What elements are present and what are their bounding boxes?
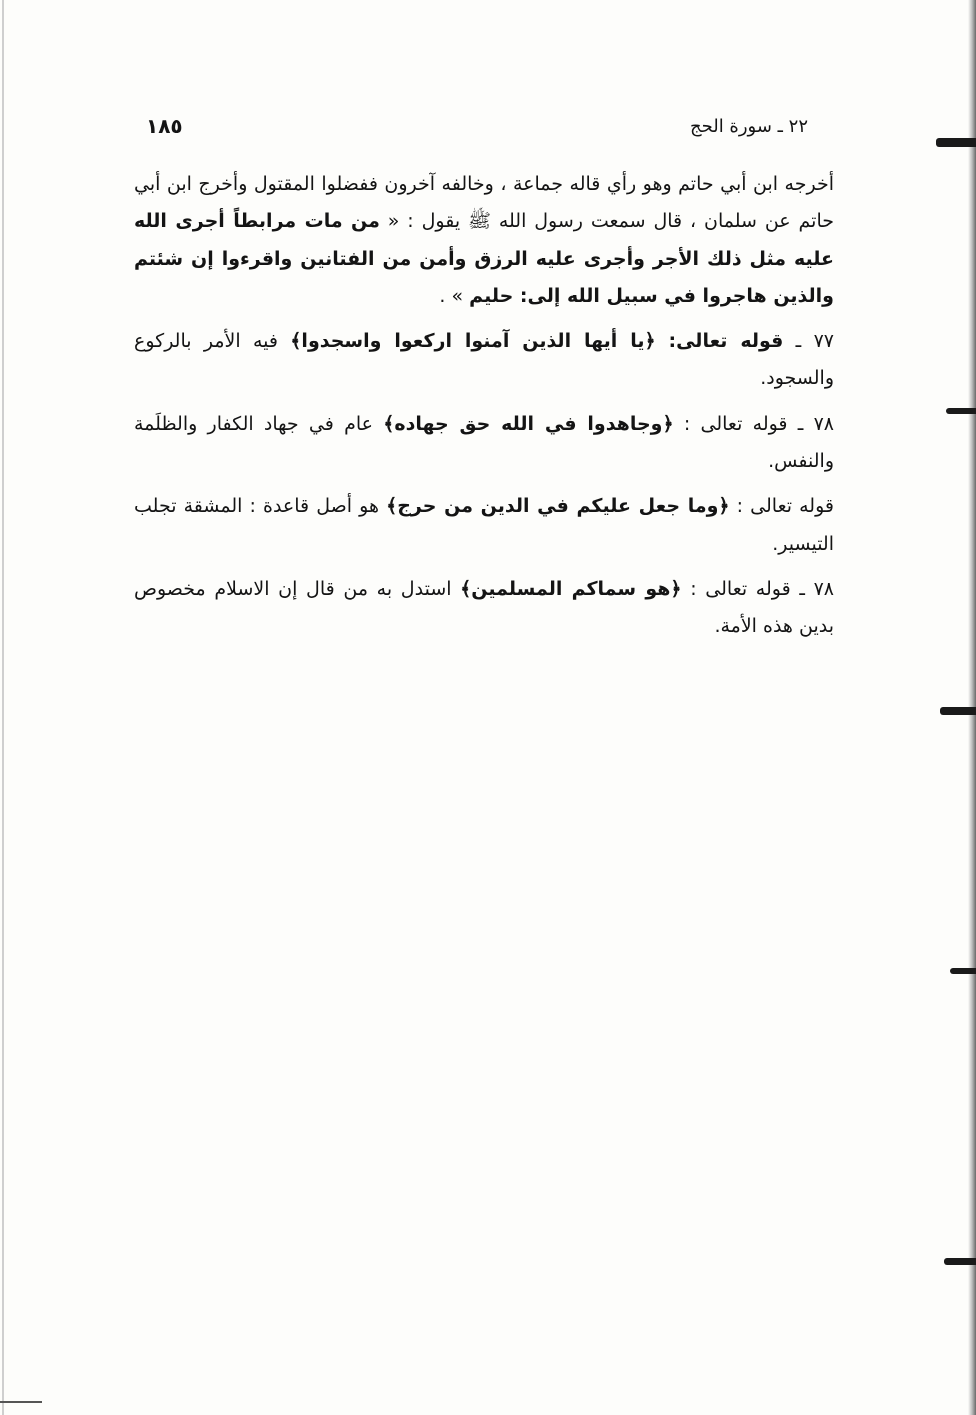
paragraph-verse-78 (134, 406, 834, 481)
text-segment: ٧٨ ـ قوله تعالى : (681, 577, 834, 600)
scan-edge-mark (936, 138, 976, 147)
scan-edge-mark (944, 1258, 976, 1265)
verse-quote: قوله تعالى: ﴿يا أيها الذين آمنوا اركعوا واسجدوا﴾ (290, 330, 784, 353)
page-body (134, 166, 834, 654)
text-segment: هو أصل قاعدة : المشقة تجلب التيسير. (134, 495, 834, 555)
scan-edge-mark (946, 408, 976, 414)
scan-bottom-line (0, 1401, 42, 1403)
text-segment: قوله تعالى : (729, 495, 834, 518)
scan-edge-mark (950, 968, 976, 974)
page-header (146, 114, 808, 144)
paragraph-verse-78b (134, 488, 834, 563)
hadith-quote: من مات مرابطاً أجرى الله عليه مثل ذلك الأجر وأجرى عليه الرزق وأمن من الفتانين واقرءوا إن شئتم والذين هاجروا في سبيل الله إلى: حليم (134, 210, 834, 307)
paragraph-verse-77 (134, 323, 834, 398)
text-segment: ٧٧ ـ (783, 330, 834, 353)
page-number: ١٨٥ (146, 114, 183, 138)
verse-quote: ﴿هو سماكم المسلمين﴾ (460, 577, 682, 600)
text-segment: استدل به من قال إن الاسلام مخصوص بدين هذه الأمة. (134, 577, 834, 638)
text-segment: » . (439, 284, 470, 307)
text-segment: عام في جهاد الكفار والظلَمة والنفس. (134, 412, 834, 473)
text-segment: فيه الأمر بالركوع والسجود. (134, 330, 834, 390)
verse-quote: ﴿وجاهدوا في الله حق جهاده﴾ (383, 412, 674, 435)
paragraph-hadith (134, 166, 834, 315)
running-title: ٢٢ ـ سورة الحج (689, 116, 808, 137)
scan-left-rule (2, 0, 4, 1415)
verse-quote: ﴿وما جعل عليكم في الدين من حرج﴾ (386, 495, 730, 518)
text-segment: ٧٨ ـ قوله تعالى : (673, 412, 834, 435)
text-segment: أخرجه ابن أبي حاتم وهو رأي قاله جماعة ، وخالفه آخرون ففضلوا المقتول وأخرج ابن أبي حاتم عن سلمان ، قال سمعت رسول الله ﷺ يقول : « (134, 173, 834, 233)
paragraph-verse-78c (134, 571, 834, 646)
scan-edge-mark (940, 707, 976, 715)
